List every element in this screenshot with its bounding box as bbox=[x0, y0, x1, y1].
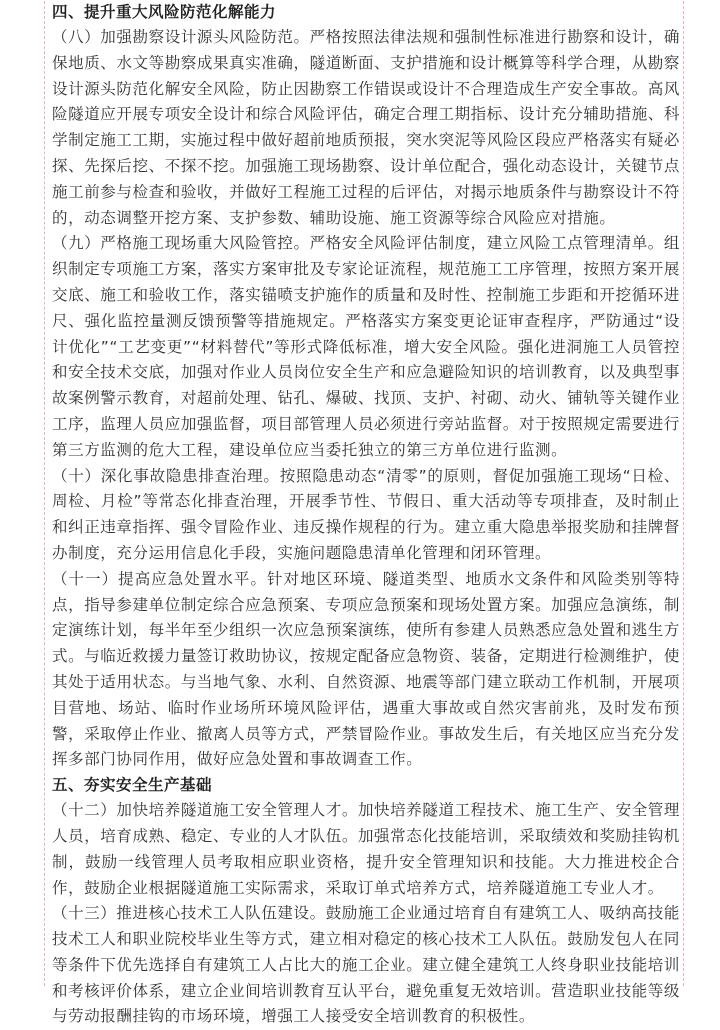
paragraph-12: （十二）加快培养隧道施工安全管理人才。加快培养隧道工程技术、施工生产、安全管理人员，培育成熟、稳定、专业的人才队伍。加强常态化技能培训，采取绩效和奖励挂钩机制，鼓励一线管理人员考取相应职业资格，提升安全管理知识和技能。大力推进校企合作，鼓励企业根据隧道施工实际需求，采取订单式培养方式，培养隧道施工专业人才。 bbox=[52, 801, 680, 897]
article-body bbox=[52, 0, 680, 1030]
section-heading-5: 五、夯实安全生产基础 bbox=[52, 776, 213, 795]
paragraph-9: （九）严格施工现场重大风险管控。严格安全风险评估制度，建立风险工点管理清单。组织制定专项施工方案，落实方案审批及专家论证流程，规范施工工序管理，按照方案开展交底、施工和验收工作，落实锚喷支护施作的质量和及时性、控制施工步距和开挖循环进尺、强化监控量测反馈预警等措施规定。严格落实方案变更论证审查程序，严防通过“设计优化”“工艺变更”“材料替代”等形式降低标准，增大安全风险。强化进洞施工人员管控和安全技术交底，加强对作业人员岗位安全生产和应急避险知识的培训教育，以及典型事故案例警示教育，对超前处理、钻孔、爆破、找顶、支护、衬砌、动火、铺轨等关键作业工序，监理人员应加强监督，项目部管理人员必须进行旁站监督。对于按照规定需要进行第三方监测的危大工程，建设单位应当委托独立的第三方单位进行监测。 bbox=[52, 234, 680, 459]
paragraph-13: （十三）推进核心技术工人队伍建设。鼓励施工企业通过培育自有建筑工人、吸纳高技能技术工人和职业院校毕业生等方式，建立相对稳定的核心技术工人队伍。鼓励发包人在同等条件下优先选择自有建筑工人占比大的施工企业。建立健全建筑工人终身职业技能培训和考核评价体系，建立企业间培训教育互认平台，避免重复无效培训。营造职业技能等级与劳动报酬挂钩的市场环境，增强工人接受安全培训教育的积极性。 bbox=[52, 904, 680, 1026]
paragraph-11: （十一）提高应急处置水平。针对地区环境、隧道类型、地质水文条件和风险类别等特点，指导参建单位制定综合应急预案、专项应急预案和现场处置方案。加强应急演练，制定演练计划，每半年至少组织一次应急预案演练，使所有参建人员熟悉应急处置和逃生方式。与临近救援力量签订救助协议，按规定配备应急物资、装备，定期进行检测维护，使其处于适用状态。与当地气象、水利、自然资源、地震等部门建立联动工作机制，开展项目营地、场站、临时作业场所环境风险评估，遇重大事故或自然灾害前兆，及时发布预警，采取停止作业、撤离人员等方式，严禁冒险作业。事故发生后，有关地区应当充分发挥多部门协同作用，做好应急处置和事故调查工作。 bbox=[52, 569, 680, 769]
paragraph-8: （八）加强勘察设计源头风险防范。严格按照法律法规和强制性标准进行勘察和设计，确保地质、水文等勘察成果真实准确，隧道断面、支护措施和设计概算等科学合理，从勘察设计源头防范化解安全风险，防止因勘察工作错误或设计不合理造成生产安全事故。高风险隧道应开展专项安全设计和综合风险评估，确定合理工期指标、设计充分辅助措施、科学制定施工工期，实施过程中做好超前地质预报，突水突泥等风险区段应严格落实有疑必探、先探后挖、不探不挖。加强施工现场勘察、设计单位配合，强化动态设计，关键节点施工前参与检查和验收，并做好工程施工过程的后评估，对揭示地质条件与勘察设计不符的，动态调整开挖方案、支护参数、辅助设施、施工资源等综合风险应对措施。 bbox=[52, 28, 680, 227]
section-heading-4: 四、提升重大风险防范化解能力 bbox=[52, 3, 277, 21]
paragraph-10: （十）深化事故隐患排查治理。按照隐患动态“清零”的原则，督促加强施工现场“日检、周检、月检”等常态化排查治理，开展季节性、节假日、重大活动等专项排查，及时制止和纠正违章指挥、强令冒险作业、违反操作规程的行为。建立重大隐患举报奖励和挂牌督办制度，充分运用信息化手段，实施问题隐患清单化管理和闭环管理。 bbox=[52, 466, 680, 562]
